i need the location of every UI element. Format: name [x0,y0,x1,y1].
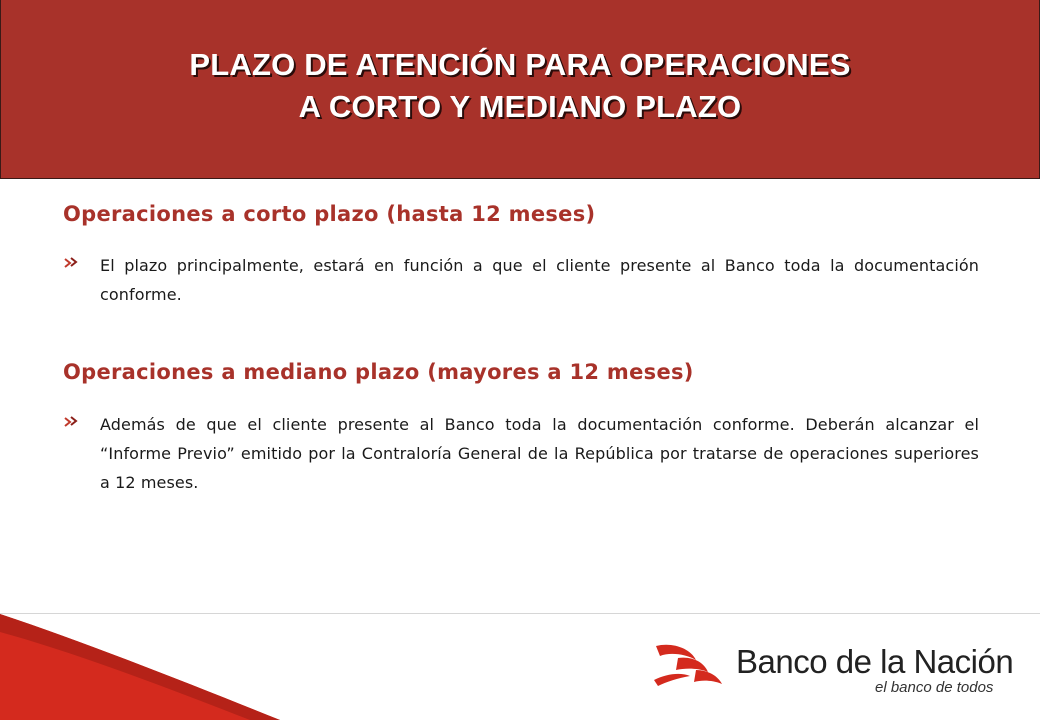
title-line-1: PLAZO DE ATENCIÓN PARA OPERACIONES [189,47,851,82]
bank-logo-slogan: el banco de todos [875,679,994,696]
chevron-bullet-icon [63,256,83,270]
footer-swoosh-decoration [0,614,280,720]
section-title-short-term: Operaciones a corto plazo (hasta 12 meses) [63,202,596,226]
title-line-2: A CORTO Y MEDIANO PLAZO [298,89,742,124]
page-title [1,44,1039,128]
medium-term-description: Además de que el cliente presente al Banco toda la documentación conforme. Deberán alcanzar el “Informe Previo” emitido por la Contraloría General de la República por tratarse de operaciones superiores a 12 meses. [100,415,979,492]
section-title-medium-term: Operaciones a mediano plazo (mayores a 12 meses) [63,360,694,384]
title-banner [0,0,1040,179]
short-term-description: El plazo principalmente, estará en función a que el cliente presente al Banco toda la documentación conforme. [100,256,979,304]
bank-logo-name: Banco de la Nación [736,643,1014,680]
bank-logo-icon [652,640,730,688]
chevron-bullet-icon [63,415,83,429]
